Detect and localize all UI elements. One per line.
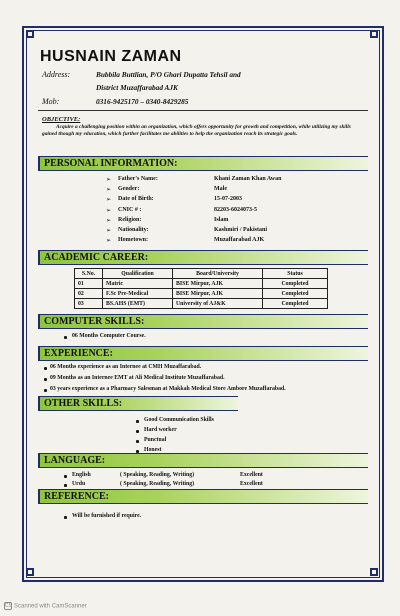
table-row — [75, 289, 328, 299]
other-skill-item: Good Communication Skills — [144, 417, 214, 423]
personal-info-value: 15-07-2003 — [214, 196, 242, 203]
bullet-dot — [64, 516, 67, 519]
arrow-bullet-icon: ➢ — [106, 187, 112, 194]
table-cell: BISE Mirpur, AJK — [173, 279, 263, 289]
table-cell: 03 — [75, 299, 103, 309]
objective-title: OBJECTIVE: — [42, 116, 81, 123]
arrow-bullet-icon: ➢ — [106, 228, 112, 234]
personal-info-label: Hometown: — [118, 237, 148, 244]
section-personal-information — [38, 156, 368, 171]
bullet-dot — [136, 430, 139, 433]
personal-info-label: Date of Birth: — [118, 196, 154, 203]
bullet-dot — [44, 389, 47, 392]
computer-skill-item: 06 Months Computer Course. — [72, 333, 146, 339]
corner-ornament — [26, 30, 34, 38]
bullet-dot — [136, 440, 139, 443]
section-language — [38, 453, 368, 468]
section-academic-career — [38, 250, 368, 265]
personal-info-label: CNIC # : — [118, 206, 142, 213]
scanner-text: Scanned with CamScanner — [14, 603, 87, 610]
arrow-bullet-icon: ➢ — [106, 217, 112, 224]
scanner-watermark — [4, 602, 87, 610]
bullet-dot — [44, 367, 47, 370]
table-cell: Matric — [103, 279, 173, 289]
reference-text: Will be furnished if require. — [72, 513, 142, 519]
personal-info-label: Gender: — [118, 186, 140, 193]
corner-ornament — [26, 568, 34, 576]
column-header: Board/University — [173, 269, 263, 279]
mobile-value: 0316-9425170 – 0340-8429285 — [96, 97, 189, 106]
language-name: Urdu — [72, 481, 86, 487]
section-heading: LANGUAGE: — [44, 455, 106, 466]
personal-info-value: Muzaffarabad AJK — [214, 237, 265, 244]
corner-ornament — [370, 30, 378, 38]
section-heading: COMPUTER SKILLS: — [44, 316, 145, 327]
arrow-bullet-icon: ➢ — [106, 177, 112, 183]
bullet-dot — [44, 378, 47, 381]
table-cell: BS.AHS (EMT) — [103, 299, 173, 309]
other-skill-item: Punctual — [144, 437, 167, 443]
personal-info-label: Religion: — [118, 216, 142, 223]
language-level: Excellent — [240, 472, 263, 478]
column-header: S.No. — [75, 269, 103, 279]
experience-item: 09 Months as an Internee EMT at Ali Medical Institute Muzaffarabad. — [50, 375, 225, 381]
column-header: Status — [263, 269, 328, 279]
other-skill-item: Honest — [144, 447, 162, 453]
language-name: English — [72, 472, 91, 478]
personal-info-value: 82203-6024073-5 — [214, 206, 257, 213]
personal-info-label: Nationality: — [118, 227, 149, 233]
header-divider — [38, 110, 368, 111]
other-skill-item: Hard worker — [144, 427, 177, 433]
section-heading: PERSONAL INFORMATION: — [44, 158, 178, 169]
address-label: Address: — [42, 70, 71, 79]
bullet-dot — [64, 336, 67, 339]
bullet-dot — [64, 484, 67, 487]
section-heading: OTHER SKILLS: — [44, 398, 123, 409]
table-cell: 01 — [75, 279, 103, 289]
table-header-row — [75, 269, 328, 279]
personal-info-value: Khani Zaman Khan Awan — [214, 176, 282, 182]
table-row — [75, 299, 328, 309]
personal-info-value: Male — [214, 186, 227, 193]
table-cell: 02 — [75, 289, 103, 299]
personal-info-value: Kashmiri / Pakistani — [214, 227, 268, 233]
section-other-skills — [38, 396, 238, 411]
table-cell: F.Sc Pre-Medical — [103, 289, 173, 299]
corner-ornament — [370, 568, 378, 576]
candidate-name: HUSNAIN ZAMAN — [40, 48, 182, 65]
bullet-dot — [136, 420, 139, 423]
language-skills: ( Speaking, Reading, Writing) — [120, 472, 195, 478]
section-experience — [38, 346, 368, 361]
section-heading: EXPERIENCE: — [44, 348, 113, 359]
section-reference — [38, 489, 368, 504]
arrow-bullet-icon: ➢ — [106, 238, 112, 245]
table-cell: Completed — [263, 289, 328, 299]
language-skills: ( Speaking, Reading, Writing) — [120, 481, 195, 487]
experience-item: 06 Months experience as an Internee at CMH Muzaffarabad. — [50, 364, 202, 370]
section-computer-skills — [38, 314, 368, 329]
experience-item: 03 years experience as a Pharmacy Salesman at Makkah Medical Store Ambore Muzaffarabad. — [50, 386, 286, 392]
table-cell: Completed — [263, 299, 328, 309]
personal-info-value: Islam — [214, 216, 229, 223]
table-row — [75, 279, 328, 289]
column-header: Qualification — [103, 269, 173, 279]
mobile-label: Mob: — [42, 97, 60, 106]
section-heading: ACADEMIC CAREER: — [44, 252, 149, 263]
language-level: Excellent — [240, 481, 263, 487]
arrow-bullet-icon: ➢ — [106, 197, 112, 204]
table-cell: Completed — [263, 279, 328, 289]
table-cell: University of AJ&K — [173, 299, 263, 309]
personal-info-label: Father's Name: — [118, 176, 158, 182]
camscanner-icon: CS — [5, 603, 12, 609]
table-cell: BISE Mirpur, AJK — [173, 289, 263, 299]
address-line-2: District Muzaffarabad AJK — [96, 83, 178, 92]
objective-text: Acquire a challenging position within an organization, which offers opportunity for growth and competition, while utilizing my skills gained though my education, which further facilitates me abilities to help the organization reach its strategic goals. — [42, 124, 351, 137]
bullet-dot — [64, 475, 67, 478]
academic-table — [74, 268, 328, 309]
address-line-1: Bubbila Buttlian, P/O Ghari Dupatta Tehsil and — [96, 70, 241, 79]
section-heading: REFERENCE: — [44, 491, 110, 502]
arrow-bullet-icon: ➢ — [106, 207, 112, 214]
